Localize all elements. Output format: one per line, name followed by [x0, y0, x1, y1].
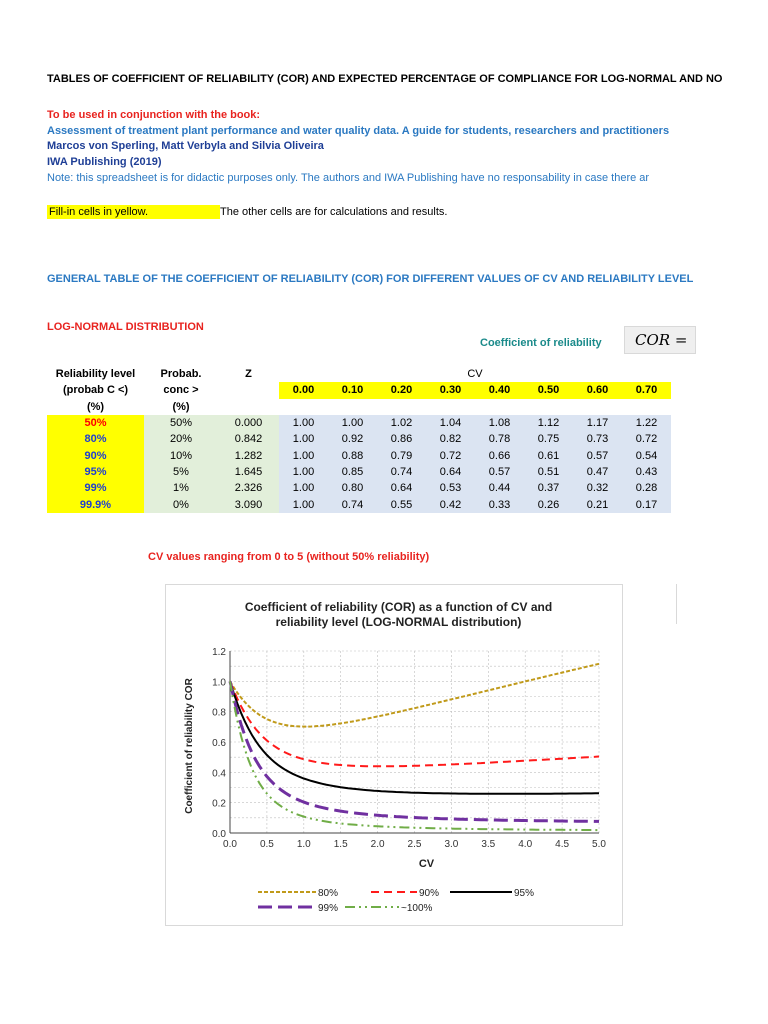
- z-cell: 1.282: [218, 447, 279, 463]
- probab-cell: 50%: [144, 415, 218, 431]
- reliability-cell[interactable]: 80%: [47, 431, 144, 447]
- reliability-cell[interactable]: 99.9%: [47, 496, 144, 512]
- book-title: Assessment of treatment plant performance and water quality data. A guide for students, researchers and practitioners: [47, 125, 670, 137]
- use-note: To be used in conjunction with the book:: [47, 109, 261, 121]
- cor-cell: 0.47: [573, 464, 622, 480]
- legend-label: 80%: [318, 888, 339, 899]
- cor-label: Coefficient of reliability: [480, 337, 602, 349]
- cor-cell: 0.79: [377, 447, 426, 463]
- header-probab-unit: (%): [172, 400, 190, 413]
- reliability-cell[interactable]: 50%: [47, 415, 144, 431]
- cor-cell: 1.02: [377, 415, 426, 431]
- header-probab-sub: conc >: [163, 384, 199, 397]
- cor-cell: 1.12: [524, 415, 573, 431]
- cor-cell: 1.00: [279, 415, 328, 431]
- y-tick-label: 1.2: [212, 647, 226, 658]
- cor-cell: 0.37: [524, 480, 573, 496]
- z-cell: 1.645: [218, 464, 279, 480]
- cor-cell: 0.92: [328, 431, 377, 447]
- probab-cell: 1%: [144, 480, 218, 496]
- x-tick-label: 0.5: [259, 839, 274, 850]
- header-reliability-sub: (probab C <): [62, 384, 129, 397]
- legend-label: ~100%: [401, 903, 433, 914]
- x-tick-label: 4.0: [518, 839, 533, 850]
- cor-cell: 0.74: [377, 464, 426, 480]
- cor-cell: 1.00: [279, 431, 328, 447]
- cor-cell: 0.73: [573, 431, 622, 447]
- legend-label: 99%: [318, 903, 339, 914]
- x-tick-label: 2.5: [407, 839, 422, 850]
- disclaimer: Note: this spreadsheet is for didactic purposes only. The authors and IWA Publishing have no responsability in case there ar: [47, 172, 650, 184]
- z-cell: 3.090: [218, 496, 279, 512]
- header-z: Z: [245, 368, 252, 381]
- cor-cell: 1.08: [475, 415, 524, 431]
- x-tick-label: 1.5: [333, 839, 348, 850]
- cor-cell: 0.64: [426, 464, 475, 480]
- table-row: [47, 415, 671, 431]
- cor-cell: 0.82: [426, 431, 475, 447]
- z-cell: 0.842: [218, 431, 279, 447]
- probab-cell: 0%: [144, 496, 218, 512]
- x-tick-label: 4.5: [555, 839, 570, 850]
- cor-cell: 0.21: [573, 496, 622, 512]
- cor-cell: 1.04: [426, 415, 475, 431]
- x-tick-label: 0.0: [223, 839, 237, 850]
- cor-cell: 0.64: [377, 480, 426, 496]
- cor-chart: [166, 585, 622, 925]
- cor-cell: 1.00: [279, 480, 328, 496]
- cor-cell: 0.86: [377, 431, 426, 447]
- other-cells-note: The other cells are for calculations and results.: [220, 206, 448, 218]
- y-tick-label: 0.4: [212, 768, 226, 780]
- probab-cell: 5%: [144, 464, 218, 480]
- y-axis-label: Coefficient of reliability COR: [184, 678, 195, 814]
- cor-cell: 0.66: [475, 447, 524, 463]
- legend-label: 95%: [514, 888, 535, 899]
- x-tick-label: 3.5: [481, 839, 496, 850]
- fill-in-note: Fill-in cells in yellow.: [47, 205, 220, 219]
- cor-cell: 1.00: [279, 496, 328, 512]
- x-tick-label: 1.0: [296, 839, 311, 850]
- cv-header-cell[interactable]: 0.60: [573, 382, 622, 398]
- publisher: IWA Publishing (2019): [47, 156, 162, 168]
- cor-cell: 0.57: [573, 447, 622, 463]
- cor-formula: COR =: [624, 326, 696, 354]
- probab-cell: 20%: [144, 431, 218, 447]
- cor-cell: 0.55: [377, 496, 426, 512]
- cv-header-cell[interactable]: 0.50: [524, 382, 573, 398]
- table-row: [47, 480, 671, 496]
- cor-cell: 0.74: [328, 496, 377, 512]
- cor-cell: 1.22: [622, 415, 671, 431]
- cor-cell: 0.54: [622, 447, 671, 463]
- z-cell: 0.000: [218, 415, 279, 431]
- y-tick-label: 0.2: [212, 798, 226, 810]
- legend-label: 90%: [419, 888, 440, 899]
- cv-header-cell[interactable]: 0.70: [622, 382, 671, 398]
- general-table-title: GENERAL TABLE OF THE COEFFICIENT OF RELIABILITY (COR) FOR DIFFERENT VALUES OF CV AND RELIABILITY LEVEL: [47, 273, 694, 285]
- table-row: [47, 496, 671, 512]
- table-row: [47, 447, 671, 463]
- chart-title: reliability level (LOG-NORMAL distribution): [275, 615, 522, 629]
- z-cell: 2.326: [218, 480, 279, 496]
- cor-cell: 0.53: [426, 480, 475, 496]
- x-tick-label: 3.0: [444, 839, 459, 850]
- cv-header-cell[interactable]: 0.40: [475, 382, 524, 398]
- table-row: [47, 431, 671, 447]
- cv-header-cell[interactable]: 0.00: [279, 382, 328, 398]
- reliability-cell[interactable]: 90%: [47, 447, 144, 463]
- cor-cell: 0.33: [475, 496, 524, 512]
- chart-frame: [165, 584, 623, 926]
- reliability-cell[interactable]: 99%: [47, 480, 144, 496]
- cor-cell: 0.61: [524, 447, 573, 463]
- cor-cell: 0.80: [328, 480, 377, 496]
- cor-cell: 0.78: [475, 431, 524, 447]
- cv-range-note: CV values ranging from 0 to 5 (without 50% reliability): [148, 551, 430, 563]
- cor-cell: 0.75: [524, 431, 573, 447]
- x-tick-label: 5.0: [592, 839, 606, 850]
- cv-header-cell[interactable]: 0.20: [377, 382, 426, 398]
- cor-cell: 0.42: [426, 496, 475, 512]
- reliability-cell[interactable]: 95%: [47, 464, 144, 480]
- cor-cell: 1.17: [573, 415, 622, 431]
- cor-cell: 0.17: [622, 496, 671, 512]
- table-row: [47, 464, 671, 480]
- cor-cell: 1.00: [279, 447, 328, 463]
- cor-cell: 1.00: [279, 464, 328, 480]
- cor-cell: 0.44: [475, 480, 524, 496]
- header-reliability: Reliability level: [55, 368, 136, 381]
- cor-cell: 1.00: [328, 415, 377, 431]
- cor-cell: 0.43: [622, 464, 671, 480]
- y-tick-label: 1.0: [212, 677, 226, 689]
- cor-cell: 0.85: [328, 464, 377, 480]
- cor-cell: 0.51: [524, 464, 573, 480]
- probab-cell: 10%: [144, 447, 218, 463]
- x-tick-label: 2.0: [370, 839, 385, 850]
- page-title: TABLES OF COEFFICIENT OF RELIABILITY (COR) AND EXPECTED PERCENTAGE OF COMPLIANCE FOR LOG-NORMAL AND NO: [47, 73, 723, 85]
- y-tick-label: 0.6: [212, 738, 226, 749]
- header-reliability-unit: (%): [86, 400, 105, 413]
- cor-table: [47, 366, 671, 513]
- header-probab: Probab.: [160, 368, 202, 381]
- x-axis-label: CV: [418, 858, 435, 870]
- cor-cell: 0.26: [524, 496, 573, 512]
- cor-cell: 0.28: [622, 480, 671, 496]
- cor-cell: 0.57: [475, 464, 524, 480]
- distribution-label: LOG-NORMAL DISTRIBUTION: [47, 321, 204, 333]
- header-cv: CV: [467, 368, 483, 381]
- cv-header-cell[interactable]: 0.10: [328, 382, 377, 398]
- cv-header-cell[interactable]: 0.30: [426, 382, 475, 398]
- cor-cell: 0.32: [573, 480, 622, 496]
- chart-divider: [676, 584, 677, 624]
- authors: Marcos von Sperling, Matt Verbyla and Silvia Oliveira: [47, 140, 324, 152]
- cor-cell: 0.88: [328, 447, 377, 463]
- y-tick-label: 0.8: [212, 707, 226, 719]
- cor-cell: 0.72: [622, 431, 671, 447]
- chart-title: Coefficient of reliability (COR) as a function of CV and: [244, 600, 553, 614]
- cor-cell: 0.72: [426, 447, 475, 463]
- y-tick-label: 0.0: [212, 829, 226, 840]
